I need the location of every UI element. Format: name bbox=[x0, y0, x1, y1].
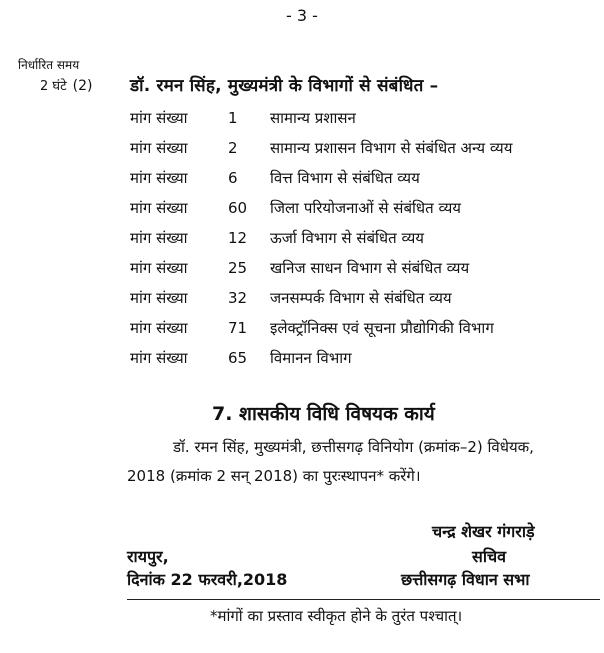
demand-row bbox=[130, 223, 512, 253]
demand-row bbox=[130, 103, 512, 133]
demand-number: 71 bbox=[228, 319, 248, 337]
signatory-name: चन्द्र शेखर गंगराड़े bbox=[432, 522, 535, 541]
demand-row bbox=[130, 283, 512, 313]
signatory-office: छत्तीसगढ़ विधान सभा bbox=[401, 570, 530, 589]
demand-number: 25 bbox=[228, 259, 248, 277]
demand-label: मांग संख्या bbox=[130, 169, 188, 187]
demand-number: 12 bbox=[228, 229, 248, 247]
section-heading: डॉ. रमन सिंह, मुख्यमंत्री के विभागों से संबंधित – bbox=[130, 76, 439, 96]
demand-label: मांग संख्या bbox=[130, 199, 188, 217]
date: दिनांक 22 फरवरी,2018 bbox=[127, 570, 288, 589]
demand-row bbox=[130, 253, 512, 283]
place: रायपुर, bbox=[127, 547, 169, 566]
footnote: *मांगों का प्रस्ताव स्वीकृत होने के तुरंत पश्चात्। bbox=[210, 607, 463, 625]
allotted-time-value: 2 घंटे bbox=[40, 79, 67, 94]
demand-list bbox=[130, 103, 512, 373]
demand-number: 60 bbox=[228, 199, 248, 217]
demand-row bbox=[130, 343, 512, 373]
section7-heading: 7. शासकीय विधि विषयक कार्य bbox=[212, 403, 435, 425]
demand-row bbox=[130, 163, 512, 193]
demand-row bbox=[130, 193, 512, 223]
page-number: - 3 - bbox=[286, 6, 318, 25]
section7-line2: 2018 (क्रमांक 2 सन् 2018) का पुरःस्थापन* करेंगे। bbox=[127, 467, 421, 485]
demand-description: खनिज साधन विभाग से संबंधित व्यय bbox=[270, 259, 470, 277]
demand-description: इलेक्ट्रॉनिक्स एवं सूचना प्रौद्योगिकी विभाग bbox=[270, 319, 494, 337]
section7-line1: डॉ. रमन सिंह, मुख्यमंत्री, छत्तीसगढ़ विनियोग (क्रमांक–2) विधेयक, bbox=[173, 438, 534, 456]
demand-description: जिला परियोजनाओं से संबंधित व्यय bbox=[270, 199, 461, 217]
demand-number: 1 bbox=[228, 109, 238, 127]
allotted-time-label: निर्धारित समय bbox=[18, 58, 80, 72]
footnote-divider bbox=[127, 599, 600, 600]
demand-description: वित्त विभाग से संबंधित व्यय bbox=[270, 169, 420, 187]
demand-description: ऊर्जा विभाग से संबंधित व्यय bbox=[270, 229, 424, 247]
demand-label: मांग संख्या bbox=[130, 139, 188, 157]
allotted-time bbox=[40, 76, 92, 94]
demand-description: जनसम्पर्क विभाग से संबंधित व्यय bbox=[270, 289, 452, 307]
signatory-title: सचिव bbox=[472, 547, 507, 566]
demand-number: 2 bbox=[228, 139, 238, 157]
demand-number: 65 bbox=[228, 349, 248, 367]
demand-description: विमानन विभाग bbox=[270, 349, 352, 367]
demand-row bbox=[130, 313, 512, 343]
demand-number: 6 bbox=[228, 169, 238, 187]
demand-label: मांग संख्या bbox=[130, 319, 188, 337]
demand-description: सामान्य प्रशासन bbox=[270, 109, 356, 127]
demand-label: मांग संख्या bbox=[130, 109, 188, 127]
demand-description: सामान्य प्रशासन विभाग से संबंधित अन्य व्यय bbox=[270, 139, 513, 157]
demand-label: मांग संख्या bbox=[130, 289, 188, 307]
demand-number: 32 bbox=[228, 289, 248, 307]
demand-label: मांग संख्या bbox=[130, 349, 188, 367]
item-number: (2) bbox=[72, 78, 93, 94]
demand-row bbox=[130, 133, 512, 163]
demand-label: मांग संख्या bbox=[130, 229, 188, 247]
demand-label: मांग संख्या bbox=[130, 259, 188, 277]
